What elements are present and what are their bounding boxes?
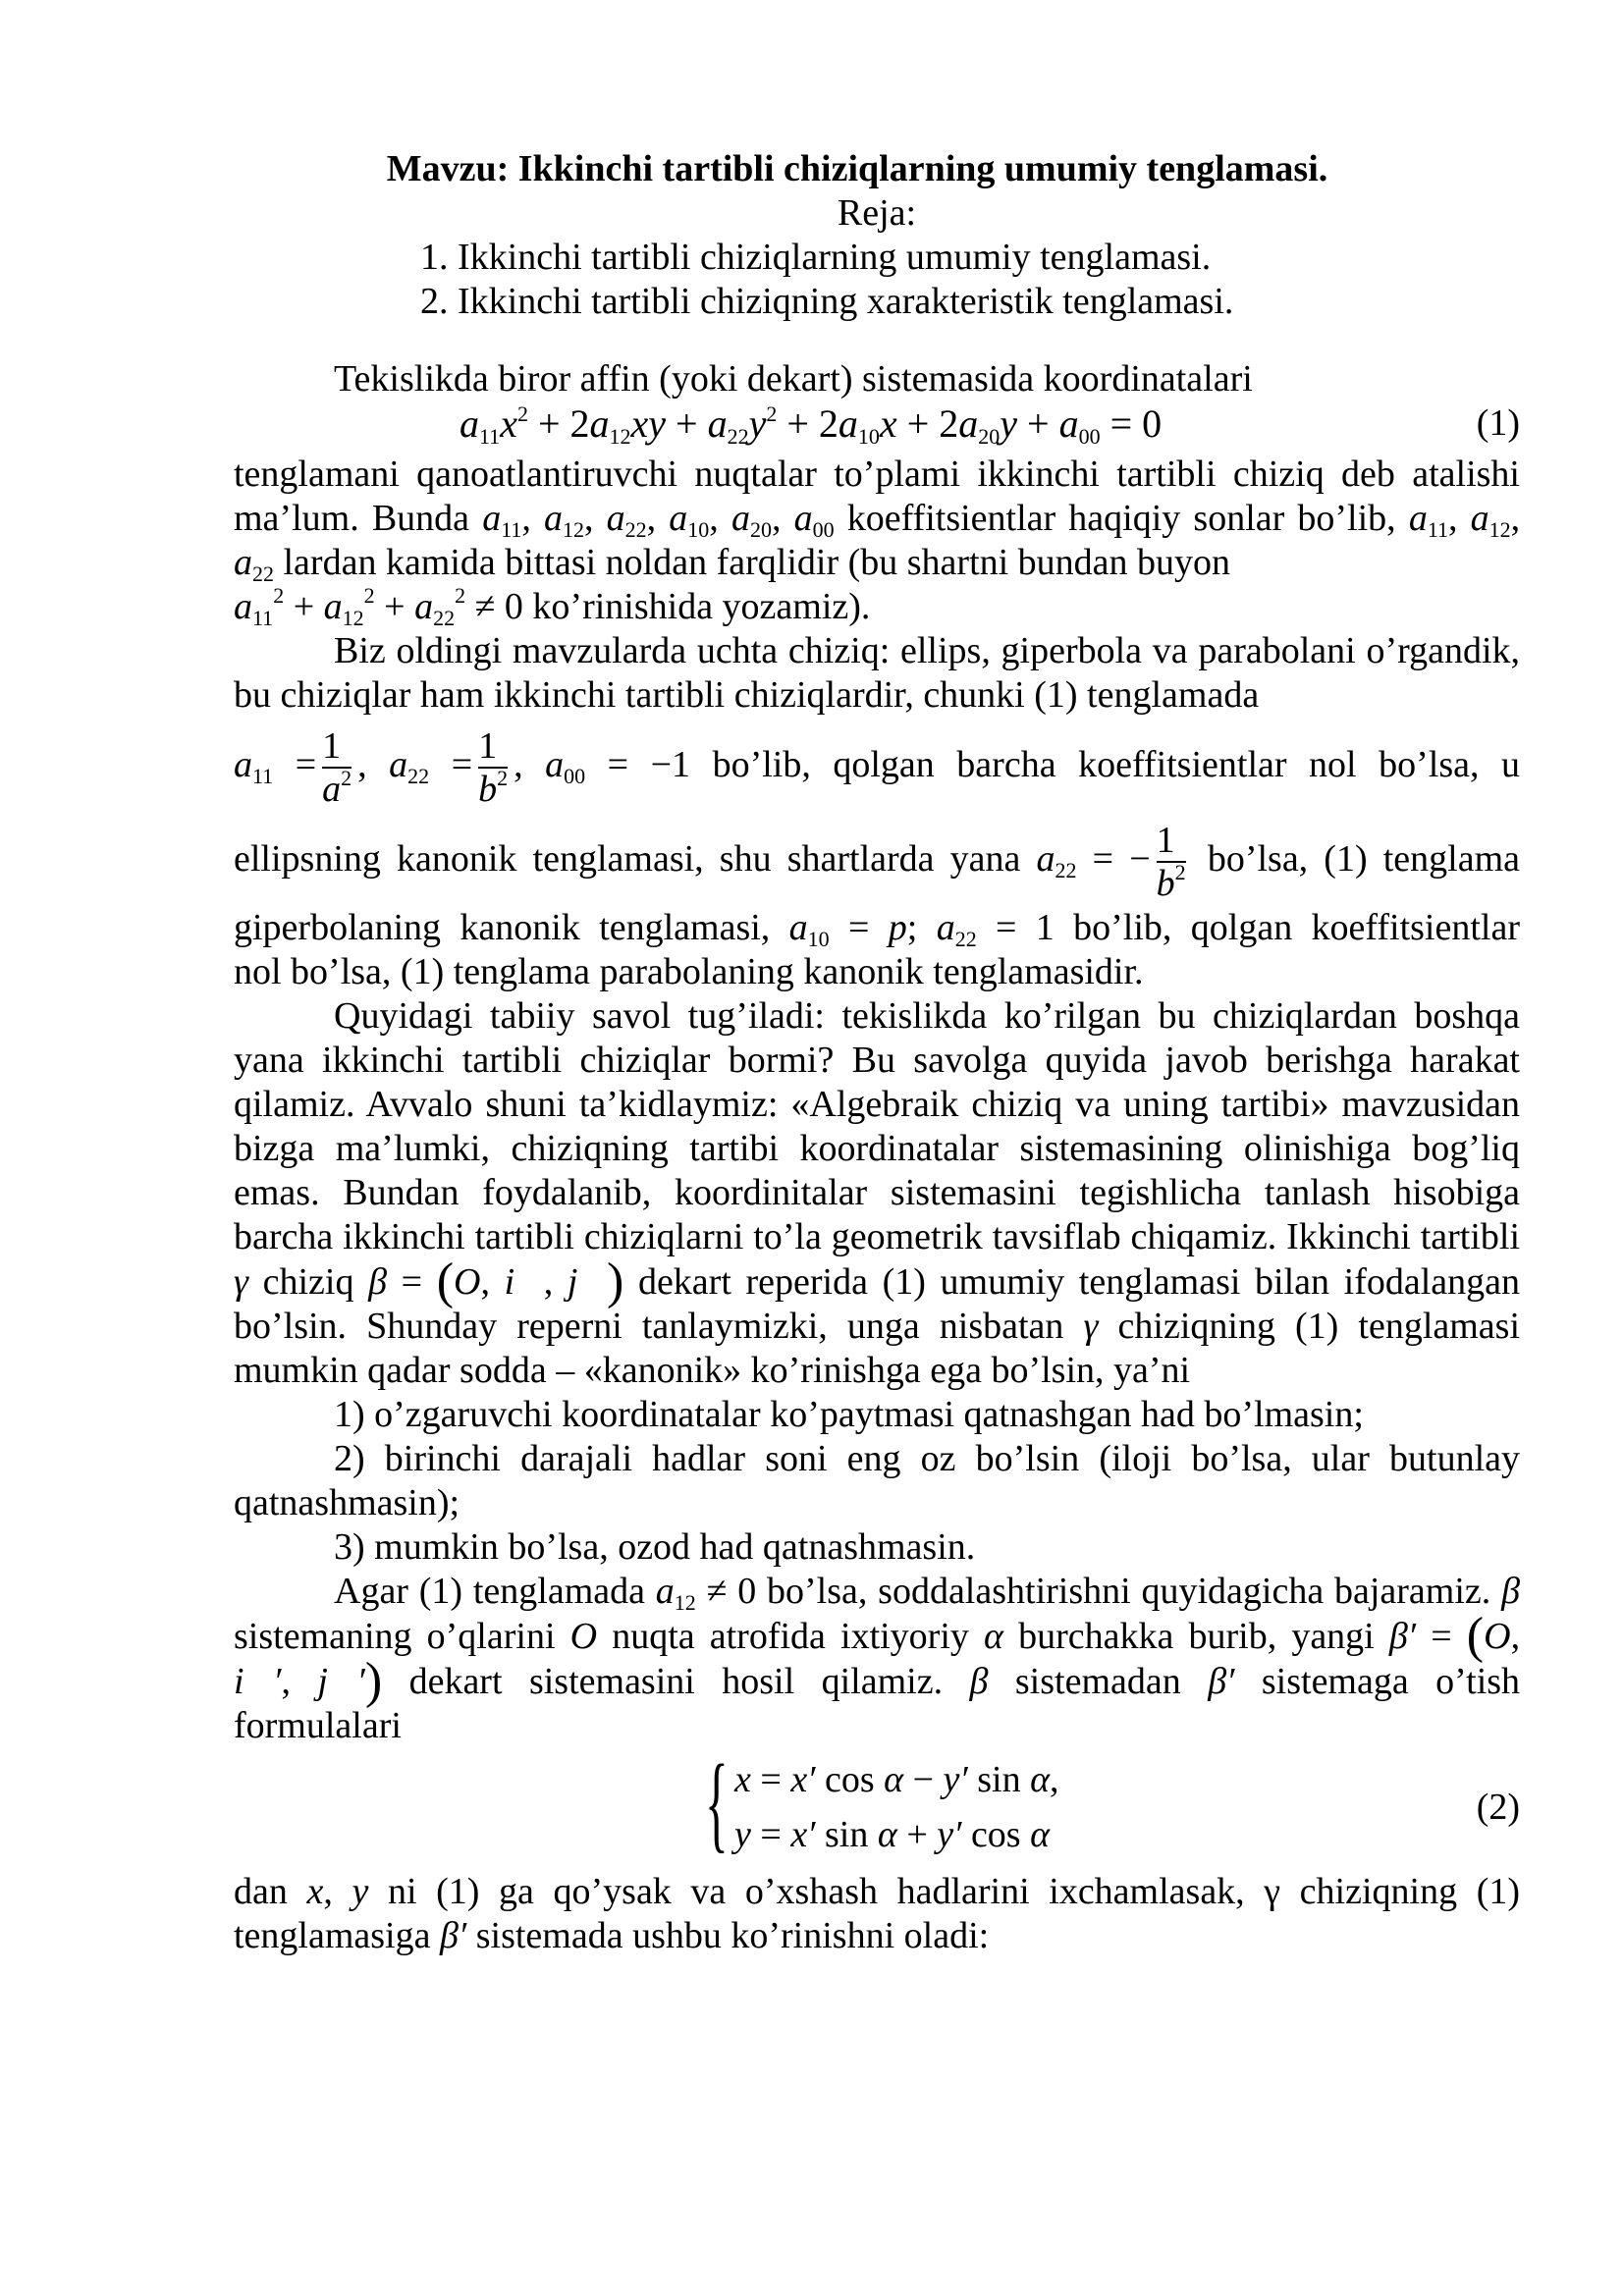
plan-item-1: 1. Ikkinchi tartibli chiziqlarning umumiy tenglamasi. <box>420 237 1212 278</box>
equation-2-line-1: x = x′ cos α − y′ sin α, <box>734 1759 1059 1800</box>
equation-1-formula: $a_{11}x^2 + 2a_{12}xy + a_{22}y^2 + 2a_{10}x + 2a_{20}y + a_{00} = 0$ <box>460 401 1163 449</box>
parabola-line: giperbolaning kanonik tenglamasi, $a_{10} = p$; $a_{22} = 1$ bo’lib, qolgan koeffitsientlar <box>234 907 1520 951</box>
hyperbola-line: ellipsning kanonik tenglamasi, shu shartlarda yana $a_{22}$ = − $\frac{1}{b^2}$ bo’lsa, (1) tenglama <box>234 820 1521 905</box>
page-title: Mavzu: Ikkinchi tartibli chiziqlarning umumiy tenglamasi. <box>386 148 1328 189</box>
question-paragraph: Quyidagi tabiiy savol tug’iladi: tekislikda ko’rilgan bu chiziqlardan boshqa yana ikkinchi tartibli chiziqlar bormi? Bu savolga quyida javob berishga harakat qilamiz. Avvalo shuni ta’kidlaymiz: «Algebraik chiziq va uning tartibi» mavzusidan bizga ma’lumki, chiziqning tartibi koordinatalar sistemasining olinishiga bog’liq emas. Bundan foydalanib, koordinitalar sistemasini tegishlicha tanlash hisobiga barcha ikkinchi tartibli chiziqlarni to’la geometrik tavsiflab chiqamiz. Ikkinchi tartibli γ chiziq β = (O, i⃗, j⃗) dekart reperida (1) umumiy tenglamasi bilan ifodalangan bo’lsin. Shunday reperni tanlaymizki, unga nisbatan γ chiziqning (1) tenglamasi mumkin qadar sodda – «kanonik» ko’rinishga ega bo’lsin, ya’ni <box>234 995 1521 1391</box>
conics-ellipse-line: $a_{11}$ = $\frac{1}{a^2}$ , $a_{22}$ = $\frac{1}{b^2}$ , $a_{00} = -1$ bo’lib, qolgan barcha koeffitsientlar nol bo’lsa, u <box>234 725 1521 811</box>
equation-1-number: (1) <box>1476 402 1520 444</box>
document-page <box>234 147 1520 1958</box>
system-brace: { <box>705 1742 729 1862</box>
definition-paragraph: tenglamani qanoatlantiruvchi nuqtalar to’plami ikkinchi tartibli chiziq deb atalishi ma’lum. Bunda $a_{11}$, $a_{12}$, $a_{22}$, $a_{10}$, $a_{20}$, $a_{00}$ koeffitsientlar haqiqiy sonlar bo’lib, $a_{11}$, $a_{12}$, $a_{22}$ lardan kamida bittasi noldan farqlidir (bu shartni bundan buyon $a_{11}^2 + a_{12}^2 + a_{22}^2 \ne 0$ ko’rinishida yozamiz). <box>234 454 1521 630</box>
final-paragraph: dan x, y ni (1) ga qo’ysak va o’xshash hadlarini ixchamlasak, γ chiziqning (1) tenglamasiga β′ sistemada ushbu ko’rinishni oladi: <box>234 1871 1521 1956</box>
fraction-1-over-a2: $\frac{1}{a^2}$ <box>322 725 352 811</box>
rotation-paragraph: Agar (1) tenglamada $a_{12} \ne 0$ bo’lsa, soddalashtirishni quyidagicha bajaramiz. β sistemaning o’qlarini O nuqta atrofida ixtiyoriy α burchakka burib, yangi β′ = (O, i⃗′, j⃗′) dekart sistemasini hosil qilamiz. β sistemadan β′ sistemaga o’tish formulalari <box>234 1571 1521 1746</box>
conics-paragraph: Biz oldingi mavzularda uchta chiziq: ellips, giperbola va parabolani o’rgandik, bu chiziqlar ham ikkinchi tartibli chiziqlardir, chunki (1) tenglamada <box>234 630 1520 716</box>
parabola-conclusion: nol bo’lsa, (1) tenglama parabolaning kanonik tenglamasidir. <box>234 951 1144 992</box>
equation-1 <box>234 401 1520 453</box>
list-item-2: 2) birinchi darajali hadlar soni eng oz bo’lsin (iloji bo’lsa, ular butunlay qatnashmasin); <box>234 1438 1520 1523</box>
fraction-neg-1-over-b2: $\frac{1}{b^2}$ <box>1156 820 1186 905</box>
fraction-1-over-b2: $\frac{1}{b^2}$ <box>478 725 509 811</box>
plan-item-2: 2. Ikkinchi tartibli chiziqning xarakteristik tenglamasi. <box>420 281 1234 322</box>
list-item-3: 3) mumkin bo’lsa, ozod had qatnashmasin. <box>334 1526 976 1568</box>
equation-2-line-2: y = x′ sin α + y′ cos α <box>734 1814 1051 1855</box>
list-item-1: 1) o’zgaruvchi koordinatalar ko’paytmasi qatnashgan had bo’lmasin; <box>334 1394 1364 1435</box>
intro-paragraph: Tekislikda biror affin (yoki dekart) sistemasida koordinatalari <box>334 358 1253 400</box>
equation-2 <box>234 1742 1520 1864</box>
plan-label: Reja: <box>837 192 917 234</box>
equation-2-number: (2) <box>1476 1787 1520 1828</box>
